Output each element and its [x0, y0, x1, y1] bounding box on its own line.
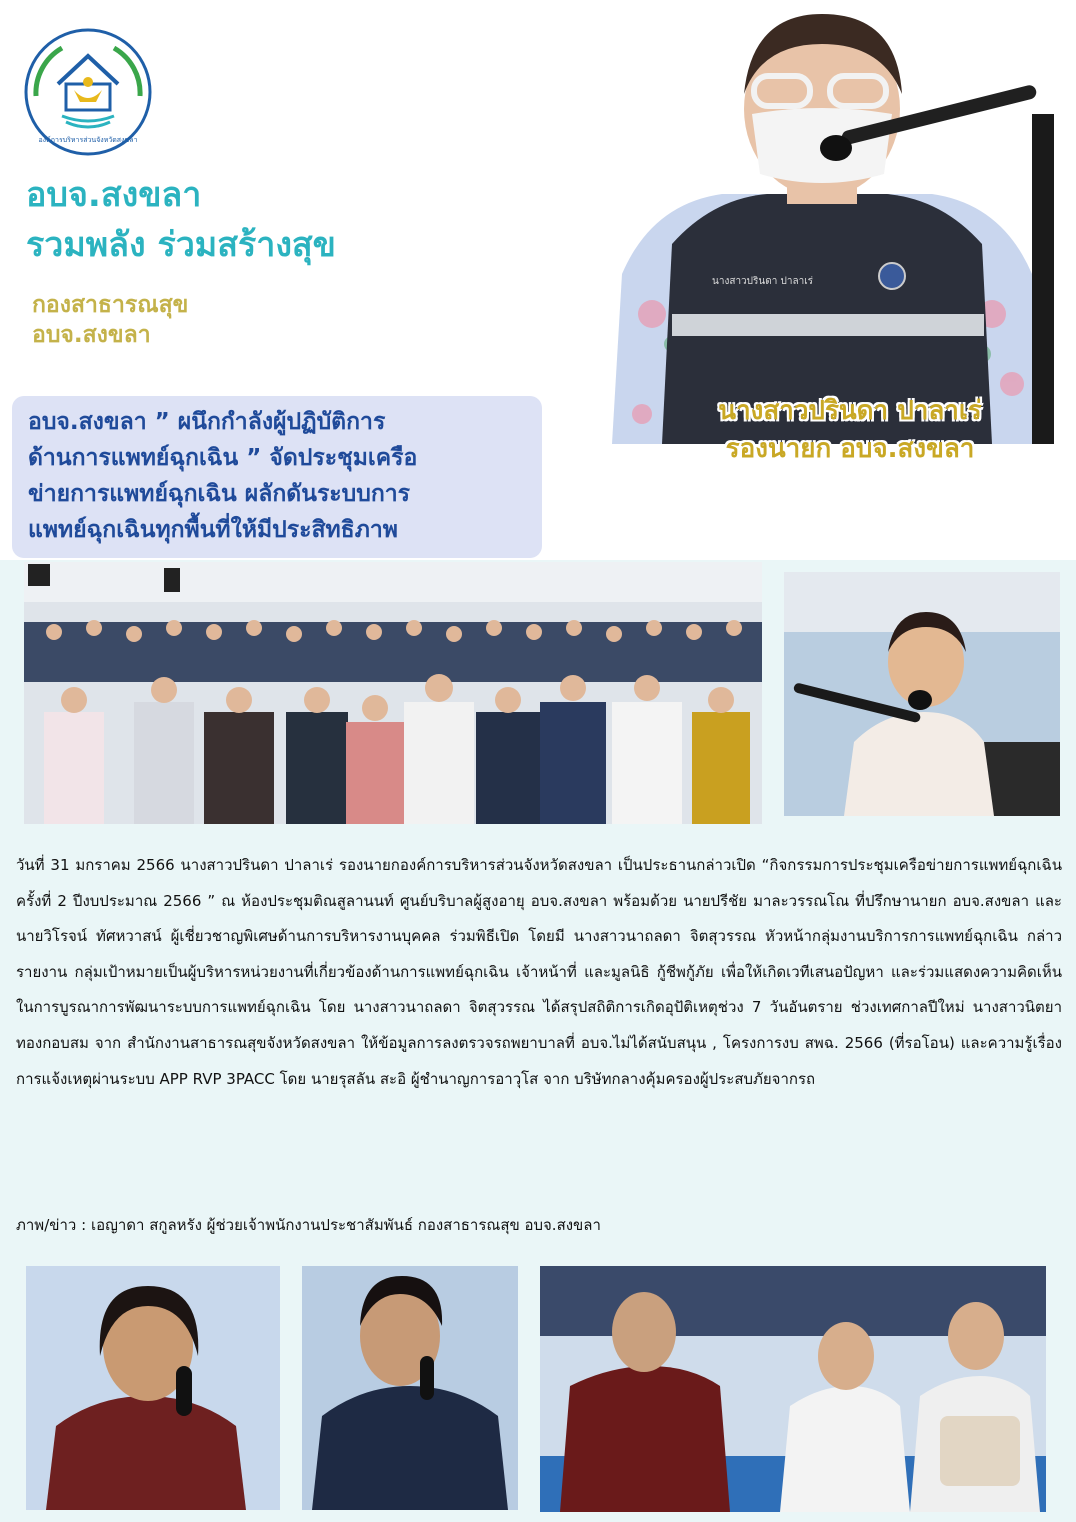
- title-line-1: อบจ.สงขลา: [26, 175, 202, 215]
- logo-caption: องค์การบริหารส่วนจังหวัดสงขลา: [38, 136, 138, 144]
- speaker-caption: [640, 392, 1060, 468]
- speaker-name: นางสาวปรินดา ปาลาเร่: [718, 396, 982, 426]
- bottom-photo-2: [302, 1266, 518, 1510]
- group-photo: [24, 562, 762, 824]
- vest-name: นางสาวปรินดา ปาลาเร่: [712, 276, 814, 287]
- article-body: วันที่ 31 มกราคม 2566 นางสาวปรินดา ปาลาเร่ รองนายกองค์การบริหารส่วนจังหวัดสงขลา เป็นประธานกล่าวเปิด “กิจกรรมการประชุมเครือข่ายการแพทย์ฉุกเฉิน ครั้งที่ 2 ปีงบประมาณ 2566 ” ณ ห้องประชุมติณสูลานนท์ ศูนย์บริบาลผู้สูงอายุ อบจ.สงขลา พร้อมด้วย นายปรีชัย มาละวรรณโณ ที่ปรึกษานายก อบจ.สงขลา และ นายวิโรจน์ ทัศหวาสน์ ผู้เชี่ยวชาญพิเศษด้านการบริหารงานบุคคล ร่วมพิธีเปิด โดยมี นางสาวนาถลดา จิตสุวรรณ หัวหน้ากลุ่มงานบริการการแพทย์ฉุกเฉิน กล่าวรายงาน กลุ่มเป้าหมายเป็นผู้บริหารหน่วยงานที่เกี่ยวข้องด้านการแพทย์ฉุกเฉิน เจ้าหน้าที่ และมูลนิธิ กู้ชีพกู้ภัย เพื่อให้เกิดเวทีเสนอปัญหา และร่วมแสดงความคิดเห็นในการบูรณาการพัฒนาระบบการแพทย์ฉุกเฉิน โดย นางสาวนาถลดา จิตสุวรรณ ได้สรุปสถิติการเกิดอุปัติเหตุช่วง 7 วันอันตราย ช่วงเทศกาลปีใหม่ นางสาวนิตยา ทองกอบสม จาก สำนักงานสาธารณสุขจังหวัดสงขลา ให้ข้อมูลการลงตรวจรถพยาบาลที่ อบจ.ไม่ได้สนับสนุน , โครงการงบ สพฉ. 2566 (ที่รอโอน) และความรู้เรื่องการแจ้งเหตุผ่านระบบ APP RVP 3PACC โดย นายรุสลัน สะอิ ผู้ชำนาญการอาวุโส จาก บริษัทกลางคุ้มครองผู้ประสบภัยจากรถ: [16, 856, 1062, 1088]
- org-title: [26, 170, 336, 270]
- speaker-photo: [592, 14, 1064, 444]
- headline: [28, 404, 548, 548]
- headline-line-2: ด้านการแพทย์ฉุกเฉิน ” จัดประชุมเครือ: [28, 445, 418, 471]
- headline-line-1: อบจ.สงขลา ” ผนึกกำลังผู้ปฏิบัติการ: [28, 409, 386, 435]
- headline-line-4: แพทย์ฉุกเฉินทุกพื้นที่ให้มีประสิทธิภาพ: [28, 517, 398, 543]
- photo-credit: ภาพ/ข่าว : เอญาดา สกูลหรัง ผู้ช่วยเจ้าพนักงานประชาสัมพันธ์ กองสาธารณสุข อบจ.สงขลา: [16, 1216, 601, 1234]
- bottom-photo-3: [540, 1266, 1046, 1512]
- title-line-2: รวมพลัง ร่วมสร้างสุข: [26, 225, 336, 265]
- speaker-position: รองนายก อบจ.สงขลา: [725, 434, 975, 464]
- dept-line-1: กองสาธารณสุข: [32, 292, 189, 318]
- bottom-photo-1: [26, 1266, 280, 1510]
- headline-line-3: ข่ายการแพทย์ฉุกเฉิน ผลักดันระบบการ: [28, 481, 411, 507]
- speaker-presenting-photo: [784, 572, 1060, 816]
- dept-line-2: อบจ.สงขลา: [32, 322, 151, 348]
- org-logo: [22, 26, 154, 158]
- department: [32, 290, 188, 350]
